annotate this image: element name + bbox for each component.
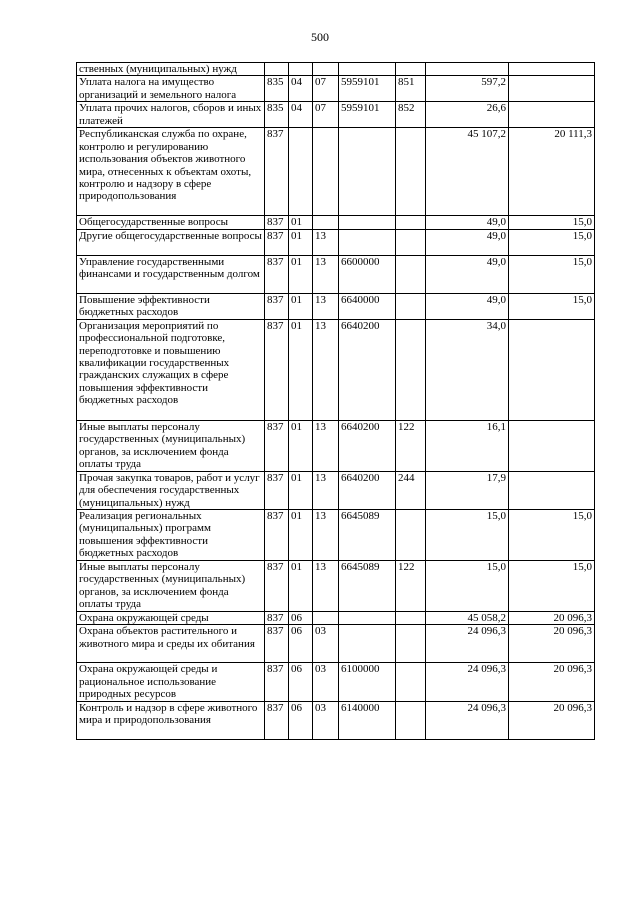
table-row — [77, 420, 595, 471]
subsection-code-cell — [313, 63, 339, 76]
amount-total-cell: 15,0 — [426, 510, 509, 561]
section-code-cell — [289, 63, 313, 76]
ministry-code-cell: 837 — [265, 255, 289, 293]
row-name-cell: Реализация региональных (муниципальных) программ повышения эффективности бюджетных расходов — [77, 510, 265, 561]
expense-type-cell — [396, 63, 426, 76]
row-name-cell: Повышение эффективности бюджетных расходов — [77, 293, 265, 319]
amount-total-cell: 15,0 — [426, 561, 509, 612]
row-name-cell: Иные выплаты персоналу государственных (муниципальных) органов, за исключением фонда оплаты труда — [77, 420, 265, 471]
section-code-cell — [289, 128, 313, 216]
ministry-code-cell: 837 — [265, 612, 289, 625]
target-article-cell: 6640000 — [339, 293, 396, 319]
ministry-code-cell: 837 — [265, 128, 289, 216]
expense-type-cell — [396, 510, 426, 561]
table-row — [77, 63, 595, 76]
table-row — [77, 102, 595, 128]
row-name-cell: Республиканская служба по охране, контролю и регулированию использования объектов животного мира, отнесенных к объектам охоты, контролю и надзору в сфере природопользования — [77, 128, 265, 216]
section-code-cell: 01 — [289, 293, 313, 319]
section-code-cell: 06 — [289, 701, 313, 739]
table-row — [77, 471, 595, 509]
amount-total-cell: 16,1 — [426, 420, 509, 471]
table-row — [77, 319, 595, 420]
budget-table — [76, 62, 595, 740]
row-name-cell: Уплата налога на имущество организаций и земельного налога — [77, 76, 265, 102]
amount-total-cell: 49,0 — [426, 293, 509, 319]
row-name-cell: Охрана объектов растительного и животного мира и среды их обитания — [77, 625, 265, 663]
subsection-code-cell — [313, 128, 339, 216]
amount-secondary-cell: 20 096,3 — [509, 701, 595, 739]
expense-type-cell: 852 — [396, 102, 426, 128]
ministry-code-cell: 837 — [265, 561, 289, 612]
ministry-code-cell — [265, 63, 289, 76]
table-row — [77, 663, 595, 701]
section-code-cell: 06 — [289, 663, 313, 701]
amount-total-cell — [426, 63, 509, 76]
amount-total-cell: 17,9 — [426, 471, 509, 509]
row-name-cell: Уплата прочих налогов, сборов и иных платежей — [77, 102, 265, 128]
target-article-cell — [339, 229, 396, 255]
budget-table-body — [77, 63, 595, 740]
subsection-code-cell: 13 — [313, 510, 339, 561]
target-article-cell: 6640200 — [339, 471, 396, 509]
table-row — [77, 561, 595, 612]
ministry-code-cell: 837 — [265, 420, 289, 471]
row-name-cell: Прочая закупка товаров, работ и услуг для обеспечения государственных (муниципальных) нужд — [77, 471, 265, 509]
ministry-code-cell: 837 — [265, 663, 289, 701]
subsection-code-cell: 03 — [313, 625, 339, 663]
subsection-code-cell: 07 — [313, 102, 339, 128]
section-code-cell: 01 — [289, 420, 313, 471]
subsection-code-cell: 13 — [313, 420, 339, 471]
page-number: 500 — [311, 30, 329, 44]
target-article-cell: 6645089 — [339, 510, 396, 561]
target-article-cell — [339, 128, 396, 216]
amount-secondary-cell: 15,0 — [509, 229, 595, 255]
section-code-cell: 04 — [289, 102, 313, 128]
row-name-cell: Иные выплаты персоналу государственных (муниципальных) органов, за исключением фонда оплаты труда — [77, 561, 265, 612]
amount-secondary-cell — [509, 76, 595, 102]
expense-type-cell: 851 — [396, 76, 426, 102]
table-row — [77, 229, 595, 255]
expense-type-cell — [396, 625, 426, 663]
target-article-cell: 6645089 — [339, 561, 396, 612]
section-code-cell: 01 — [289, 229, 313, 255]
amount-secondary-cell — [509, 102, 595, 128]
table-row — [77, 255, 595, 293]
amount-secondary-cell — [509, 63, 595, 76]
amount-secondary-cell: 15,0 — [509, 561, 595, 612]
subsection-code-cell: 13 — [313, 561, 339, 612]
expense-type-cell — [396, 319, 426, 420]
ministry-code-cell: 835 — [265, 76, 289, 102]
target-article-cell — [339, 63, 396, 76]
amount-secondary-cell — [509, 319, 595, 420]
target-article-cell — [339, 216, 396, 229]
amount-secondary-cell: 20 096,3 — [509, 625, 595, 663]
amount-secondary-cell: 20 096,3 — [509, 612, 595, 625]
amount-total-cell: 24 096,3 — [426, 701, 509, 739]
target-article-cell — [339, 612, 396, 625]
table-row — [77, 625, 595, 663]
expense-type-cell — [396, 128, 426, 216]
expense-type-cell — [396, 701, 426, 739]
amount-total-cell: 24 096,3 — [426, 663, 509, 701]
section-code-cell: 06 — [289, 612, 313, 625]
amount-secondary-cell: 20 096,3 — [509, 663, 595, 701]
table-row — [77, 510, 595, 561]
ministry-code-cell: 837 — [265, 319, 289, 420]
table-row — [77, 128, 595, 216]
expense-type-cell — [396, 612, 426, 625]
expense-type-cell — [396, 663, 426, 701]
table-row — [77, 216, 595, 229]
amount-secondary-cell: 20 111,3 — [509, 128, 595, 216]
amount-total-cell: 24 096,3 — [426, 625, 509, 663]
row-name-cell: Контроль и надзор в сфере животного мира и природопользования — [77, 701, 265, 739]
table-row — [77, 293, 595, 319]
target-article-cell — [339, 625, 396, 663]
subsection-code-cell: 03 — [313, 663, 339, 701]
amount-total-cell: 26,6 — [426, 102, 509, 128]
amount-total-cell: 49,0 — [426, 255, 509, 293]
subsection-code-cell: 13 — [313, 471, 339, 509]
section-code-cell: 01 — [289, 471, 313, 509]
subsection-code-cell: 13 — [313, 319, 339, 420]
ministry-code-cell: 837 — [265, 229, 289, 255]
section-code-cell: 04 — [289, 76, 313, 102]
amount-total-cell: 49,0 — [426, 216, 509, 229]
ministry-code-cell: 837 — [265, 216, 289, 229]
ministry-code-cell: 837 — [265, 471, 289, 509]
amount-secondary-cell: 15,0 — [509, 216, 595, 229]
ministry-code-cell: 837 — [265, 701, 289, 739]
subsection-code-cell: 03 — [313, 701, 339, 739]
target-article-cell: 6140000 — [339, 701, 396, 739]
row-name-cell: Общегосударственные вопросы — [77, 216, 265, 229]
row-name-cell: Организация мероприятий по профессиональной подготовке, переподготовке и повышению квалификации государственных гражданских служащих в сфере повышения эффективности бюджетных расходов — [77, 319, 265, 420]
amount-secondary-cell: 15,0 — [509, 510, 595, 561]
row-name-cell: Управление государственными финансами и государственным долгом — [77, 255, 265, 293]
target-article-cell: 6640200 — [339, 319, 396, 420]
table-row — [77, 701, 595, 739]
amount-secondary-cell: 15,0 — [509, 293, 595, 319]
table-row — [77, 612, 595, 625]
section-code-cell: 01 — [289, 216, 313, 229]
subsection-code-cell: 13 — [313, 255, 339, 293]
section-code-cell: 01 — [289, 561, 313, 612]
row-name-cell: Другие общегосударственные вопросы — [77, 229, 265, 255]
table-row — [77, 76, 595, 102]
row-name-cell: ственных (муниципальных) нужд — [77, 63, 265, 76]
amount-total-cell: 45 058,2 — [426, 612, 509, 625]
expense-type-cell — [396, 229, 426, 255]
section-code-cell: 06 — [289, 625, 313, 663]
target-article-cell: 6600000 — [339, 255, 396, 293]
target-article-cell: 6640200 — [339, 420, 396, 471]
subsection-code-cell: 07 — [313, 76, 339, 102]
amount-secondary-cell — [509, 471, 595, 509]
ministry-code-cell: 835 — [265, 102, 289, 128]
ministry-code-cell: 837 — [265, 293, 289, 319]
amount-total-cell: 49,0 — [426, 229, 509, 255]
expense-type-cell: 122 — [396, 420, 426, 471]
target-article-cell: 5959101 — [339, 102, 396, 128]
subsection-code-cell: 13 — [313, 293, 339, 319]
amount-secondary-cell — [509, 420, 595, 471]
amount-total-cell: 34,0 — [426, 319, 509, 420]
amount-secondary-cell: 15,0 — [509, 255, 595, 293]
expense-type-cell — [396, 255, 426, 293]
expense-type-cell — [396, 293, 426, 319]
amount-total-cell: 45 107,2 — [426, 128, 509, 216]
subsection-code-cell — [313, 216, 339, 229]
section-code-cell: 01 — [289, 319, 313, 420]
subsection-code-cell — [313, 612, 339, 625]
expense-type-cell: 122 — [396, 561, 426, 612]
target-article-cell: 5959101 — [339, 76, 396, 102]
ministry-code-cell: 837 — [265, 510, 289, 561]
section-code-cell: 01 — [289, 255, 313, 293]
ministry-code-cell: 837 — [265, 625, 289, 663]
subsection-code-cell: 13 — [313, 229, 339, 255]
expense-type-cell: 244 — [396, 471, 426, 509]
expense-type-cell — [396, 216, 426, 229]
row-name-cell: Охрана окружающей среды — [77, 612, 265, 625]
row-name-cell: Охрана окружающей среды и рациональное использование природных ресурсов — [77, 663, 265, 701]
target-article-cell: 6100000 — [339, 663, 396, 701]
section-code-cell: 01 — [289, 510, 313, 561]
amount-total-cell: 597,2 — [426, 76, 509, 102]
